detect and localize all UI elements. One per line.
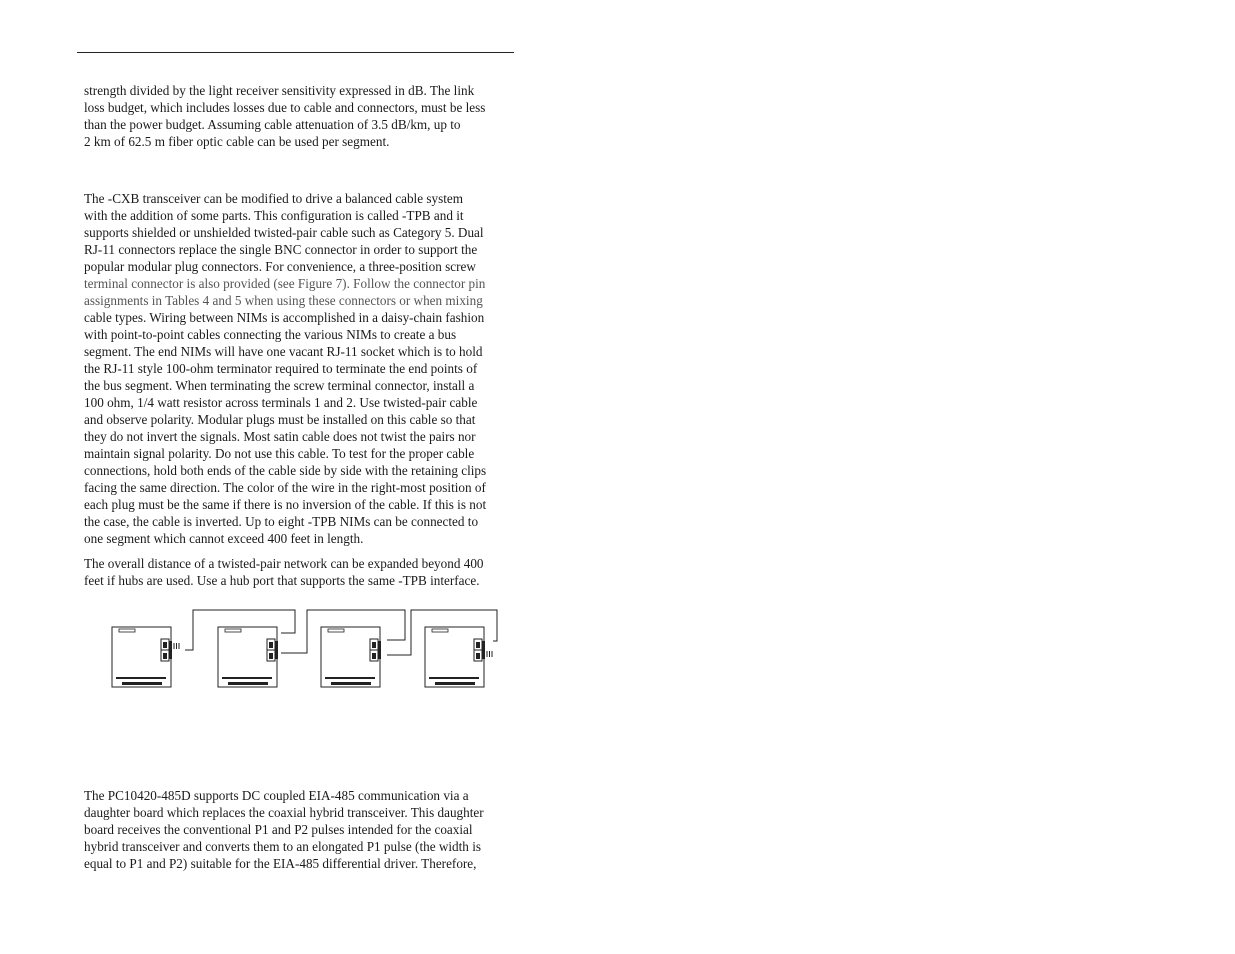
- text-line: with the addition of some parts. This configuration is called -TPB and it: [84, 208, 464, 223]
- text-line: The overall distance of a twisted-pair network can be expanded beyond 400: [84, 556, 484, 571]
- nim-board: [425, 627, 485, 687]
- paragraph-hub-distance: [84, 555, 524, 589]
- text-line: cable types. Wiring between NIMs is accomplished in a daisy-chain fashion: [84, 310, 485, 325]
- paragraph-eia485: [84, 787, 524, 872]
- nim-edge-connector: [222, 677, 272, 679]
- screw-terminal: [275, 641, 278, 659]
- nim-label-tab: [119, 629, 135, 632]
- nim-label-tab: [225, 629, 241, 632]
- nim-board: [321, 627, 381, 687]
- nim-edge-connector: [325, 677, 375, 679]
- screw-terminal: [482, 641, 485, 659]
- text-line: board receives the conventional P1 and P2 pulses intended for the coaxial: [84, 822, 473, 837]
- rj11-pins: [269, 653, 273, 659]
- text-line: The -CXB transceiver can be modified to drive a balanced cable system: [84, 191, 463, 206]
- nim-board: [112, 627, 172, 687]
- text-line: terminal connector is also provided (see Figure 7). Follow the connector pin: [84, 276, 486, 291]
- rj11-pins: [163, 653, 167, 659]
- text-line: segment. The end NIMs will have one vacant RJ-11 socket which is to hold: [84, 344, 483, 359]
- rj11-pins: [372, 653, 376, 659]
- text-line: and observe polarity. Modular plugs must be installed on this cable so that: [84, 412, 476, 427]
- nim-edge-connector: [435, 682, 475, 685]
- text-line: daughter board which replaces the coaxial hybrid transceiver. This daughter: [84, 805, 484, 820]
- rj11-pins: [476, 653, 480, 659]
- text-line: the bus segment. When terminating the screw terminal connector, install a: [84, 378, 475, 393]
- text-line: each plug must be the same if there is no inversion of the cable. If this is not: [84, 497, 487, 512]
- nim-board: [218, 627, 278, 687]
- rj11-pins: [163, 642, 167, 648]
- screw-terminal: [378, 641, 381, 659]
- text-line: facing the same direction. The color of the wire in the right-most position of: [84, 480, 486, 495]
- text-line: connections, hold both ends of the cable side by side with the retaining clips: [84, 463, 487, 478]
- paragraph-link-budget: [84, 82, 524, 150]
- text-line: the case, the cable is inverted. Up to eight -TPB NIMs can be connected to: [84, 514, 479, 529]
- rj11-pins: [269, 642, 273, 648]
- text-line: one segment which cannot exceed 400 feet in length.: [84, 531, 364, 546]
- text-line: assignments in Tables 4 and 5 when using these connectors or when mixing: [84, 293, 483, 308]
- text-line: 100 ohm, 1/4 watt resistor across terminals 1 and 2. Use twisted-pair cable: [84, 395, 478, 410]
- nim-label-tab: [328, 629, 344, 632]
- text-line: the RJ-11 style 100-ohm terminator required to terminate the end points of: [84, 361, 478, 376]
- text-line: loss budget, which includes losses due to cable and connectors, must be less: [84, 100, 486, 115]
- text-line: 2 km of 62.5 m fiber optic cable can be used per segment.: [84, 134, 390, 149]
- text-line: they do not invert the signals. Most satin cable does not twist the pairs nor: [84, 429, 476, 444]
- paragraph-tpb-transceiver: [84, 190, 524, 547]
- rj11-pins: [476, 642, 480, 648]
- text-line: feet if hubs are used. Use a hub port that supports the same -TPB interface.: [84, 573, 480, 588]
- screw-terminal: [169, 641, 172, 659]
- text-line: equal to P1 and P2) suitable for the EIA-485 differential driver. Therefore,: [84, 856, 477, 871]
- text-line: with point-to-point cables connecting the various NIMs to create a bus: [84, 327, 457, 342]
- rj11-terminator: [487, 651, 492, 657]
- text-line: strength divided by the light receiver sensitivity expressed in dB. The link: [84, 83, 475, 98]
- daisy-chain-nim-diagram: [105, 605, 505, 695]
- nim-edge-connector: [116, 677, 166, 679]
- text-line: RJ-11 connectors replace the single BNC connector in order to support the: [84, 242, 478, 257]
- nim-edge-connector: [429, 677, 479, 679]
- rj11-pins: [372, 642, 376, 648]
- text-line: maintain signal polarity. Do not use this cable. To test for the proper cable: [84, 446, 475, 461]
- nim-edge-connector: [331, 682, 371, 685]
- header-rule: [77, 52, 514, 53]
- nim-label-tab: [432, 629, 448, 632]
- text-line: The PC10420-485D supports DC coupled EIA-485 communication via a: [84, 788, 469, 803]
- text-line: supports shielded or unshielded twisted-pair cable such as Category 5. Dual: [84, 225, 484, 240]
- nim-edge-connector: [122, 682, 162, 685]
- text-line: popular modular plug connectors. For convenience, a three-position screw: [84, 259, 476, 274]
- nim-edge-connector: [228, 682, 268, 685]
- text-line: than the power budget. Assuming cable attenuation of 3.5 dB/km, up to: [84, 117, 461, 132]
- rj11-terminator: [174, 643, 179, 649]
- text-line: hybrid transceiver and converts them to an elongated P1 pulse (the width is: [84, 839, 481, 854]
